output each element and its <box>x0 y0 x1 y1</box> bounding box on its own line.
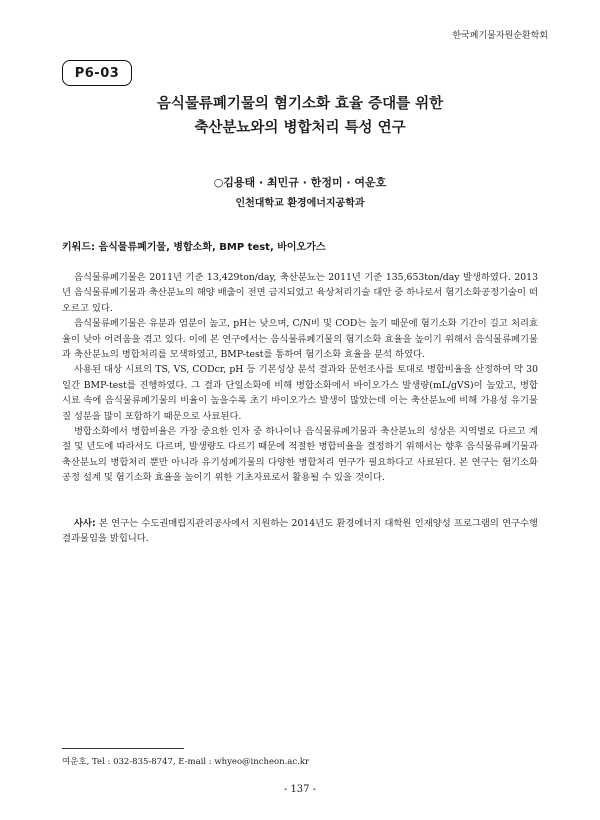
paragraph: 음식물류폐기물은 유분과 염분이 높고, pH는 낮으며, C/N비 및 COD는 높기 때문에 혐기소화 기간이 길고 처리효율이 낮아 어려움을 겪고 있다. 이에 본 연구에서는 음식물류폐기물의 혐기소화 효율을 높이기 위해서 음식물류폐기물과 축산분뇨의 병합처리를 모색하였고, BMP-test를 통하여 혐기소화 효율을 분석 하였다. <box>62 318 538 361</box>
paragraph: 병합소화에서 병합비율은 가장 중요한 인자 중 하나이나 음식물류폐기물과 축산분뇨의 성상은 지역별로 다르고 계절 및 년도에 따라서도 다르며, 발생량도 다르기 때문에 적절한 병합비율을 결정하기 위해서는 향후 음식물류폐기물과 축산분뇨의 병합처리 뿐만 아니라 유기성폐기물의 다양한 병합처리 연구가 필요하다고 사료된다. 본 연구는 혐기소화공정 설계 및 혐기소화 효율을 높이기 위한 기초자료로서 활용될 수 있을 것이다. <box>62 426 538 484</box>
corresponding-author-footnote: 여운호, Tel : 032-835-8747, E-mail : whyeo@incheon.ac.kr <box>62 757 310 767</box>
session-code-badge: P6-03 <box>62 60 132 86</box>
page-number: - 137 - <box>283 784 317 795</box>
title-line-2: 축산분뇨와의 병합처리 특성 연구 <box>194 120 406 136</box>
affiliation: 인천대학교 환경에너지공학과 <box>235 198 365 209</box>
paragraph: 사용된 대상 시료의 TS, VS, CODcr, pH 등 기본성상 분석 결과와 문헌조사를 토대로 병합비율을 산정하여 약 30일간 BMP-test를 진행하였다. 그 결과 단일소화에 비해 병합소화에서 바이오가스 발생량(mL/gVS)이 높았고, 병합시료 속에 음식물류폐기물의 비율이 높을수록 초기 바이오가스 발생이 많았는데 이는 축산분뇨에 비해 가용성 유기물질 성분을 많이 포함하기 때문으로 사료된다. <box>62 364 538 422</box>
acknowledgement <box>62 516 538 547</box>
abstract-body <box>62 270 538 486</box>
ack-label: 사사: <box>74 518 96 529</box>
society-header: 한국폐기물자원순환학회 <box>452 31 548 41</box>
ack-text: 본 연구는 수도권매립지관리공사에서 지원하는 2014년도 환경에너지 대학원 인재양성 프로그램의 연구수행 결과물임을 밝힙니다. <box>62 518 538 545</box>
footnote-divider <box>62 748 184 749</box>
paragraph: 음식물류폐기물은 2011년 기준 13,429ton/day, 축산분뇨는 2011년 기준 135,653ton/day 발생하였다. 2013년 음식물류폐기물과 축산분뇨의 해양 배출이 전면 금지되었고 육상처리기술 대안 중 하나로서 혐기소화공정기술이 떠오르고 있다. <box>62 272 538 314</box>
title-line-1: 음식물류폐기물의 혐기소화 효율 증대를 위한 <box>156 96 444 112</box>
paper-title <box>0 92 600 140</box>
author-list: ○김용태 · 최민규 · 한정미 · 여운호 <box>213 176 387 189</box>
keywords: 키워드: 음식물류폐기물, 병합소화, BMP test, 바이오가스 <box>62 242 326 253</box>
